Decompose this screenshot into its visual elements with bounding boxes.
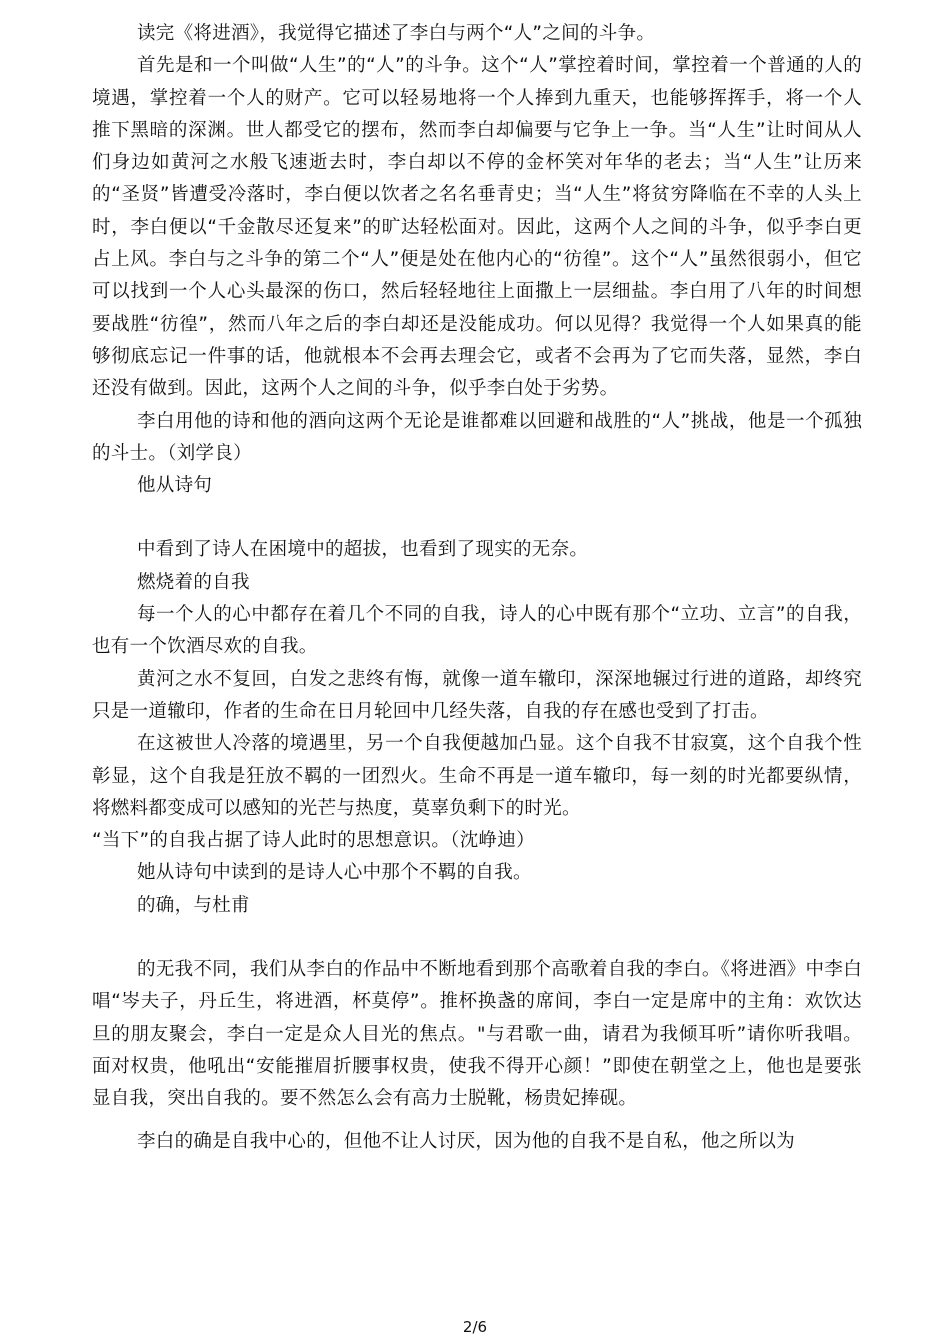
document-body xyxy=(92,18,862,1158)
paragraph-du-fu: 的无我不同，我们从李白的作品中不断地看到那个高歌着自我的李白。《将进酒》中李白唱“岑夫子，丹丘生，将进酒，杯莫停”。推杯换盏的席间，李白一定是席中的主角：欢饮达旦的朋友聚会，李白一定是众人目光的焦点。"与君歌一曲，请君为我倾耳听”请你听我唱。面对权贵，他吼出“安能摧眉折腰事权贵，使我不得开心颜！”即使在朝堂之上，他也是要张显自我，突出自我的。要不然怎么会有高力士脱靴，杨贵妃捧砚。 xyxy=(92,959,862,1110)
paragraph-fragment-2: 中看到了诗人在困境中的超拔，也看到了现实的无奈。 xyxy=(137,539,589,561)
paragraph-fragment-3: 的确，与杜甫 xyxy=(137,894,250,916)
paragraph-another-self: 在这被世人冷落的境遇里，另一个自我便越加凸显。这个自我不甘寂寞，这个自我个性彰显，这个自我是狂放不羁的一团烈火。生命不再是一道车辙印，每一刻的时光都要纵情，将燃料都变成可以感知的光芒与热度，莫辜负剩下的时光。 xyxy=(92,733,862,819)
section-heading: 燃烧着的自我 xyxy=(137,571,250,593)
blank-gap xyxy=(92,922,862,954)
paragraph-present-self: “当下”的自我占据了诗人此时的思想意识。（沈峥迪） xyxy=(92,830,535,852)
page-number: 2/6 xyxy=(462,1318,488,1336)
paragraph-intro: 读完《将进酒》，我觉得它描述了李白与两个“人”之间的斗争。 xyxy=(137,23,656,44)
paragraph-lonely-fighter: 李白用他的诗和他的酒向这两个无论是谁都难以回避和战胜的“人”挑战，他是一个孤独的斗士。（刘学良） xyxy=(92,410,862,464)
blank-gap xyxy=(92,502,862,534)
paragraph-struggle: 首先是和一个叫做“人生”的“人”的斗争。这个“人”掌控着时间，掌控着一个普通的人的境遇，掌控着一个人的财产。它可以轻易地将一个人捧到九重天，也能够挥挥手，将一个人推下黑暗的深渊。世人都受它的摆布，然而李白却偏要与它争上一争。当“人生”让时间从人们身边如黄河之水般飞速逝去时，李白却以不停的金杯笑对年华的老去；当“人生”让历来的“圣贤”皆遭受冷落时，李白便以饮者之名名垂青史；当“人生”将贫穷降临在不幸的人头上时，李白便以“千金散尽还复来”的旷达轻松面对。因此，这两个人之间的斗争，似乎李白更占上风。李白与之斗争的第二个“人”便是处在他内心的“彷徨”。这个“人”虽然很弱小，但它可以找到一个人心头最深的伤口，然后轻轻地往上面撒上一层细盐。李白用了八年的时间想要战胜“彷徨”，然而八年之后的李白却还是没能成功。何以见得？我觉得一个人如果真的能够彻底忘记一件事的话，他就根本不会再去理会它，或者不会再为了它而失落，显然，李白还没有做到。因此，这两个人之间的斗争，似乎李白处于劣势。 xyxy=(92,55,862,400)
paragraph-self-centered: 李白的确是自我中心的，但他不让人讨厌，因为他的自我不是自私，他之所以为 xyxy=(137,1130,796,1152)
blank-gap xyxy=(92,1116,862,1126)
paragraph-yellow-river: 黄河之水不复回，白发之悲终有悔，就像一道车辙印，深深地辗过行进的道路，却终究只是一道辙印，作者的生命在日月轮回中几经失落，自我的存在感也受到了打击。 xyxy=(92,668,862,722)
paragraph-fragment-1: 他从诗句 xyxy=(137,475,213,497)
paragraph-self: 每一个人的心中都存在着几个不同的自我，诗人的心中既有那个“立功、立言”的自我，也有一个饮酒尽欢的自我。 xyxy=(92,604,862,658)
paragraph-unbridled-self: 她从诗句中读到的是诗人心中那个不羁的自我。 xyxy=(137,862,532,884)
